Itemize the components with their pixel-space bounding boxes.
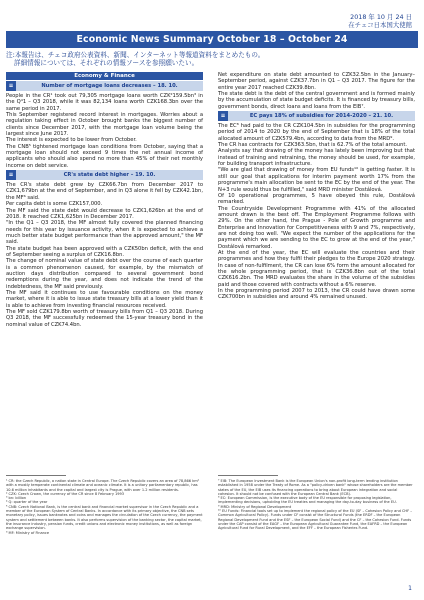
paragraph: The MF said the state debt would decrease to CZK1,626bn at the end of 2018. It reached CZK1,625bn in December 2017. [6,207,203,220]
news-icon: ≡ [218,111,228,121]
footnote: ⁶ MF: Ministry of Finance [6,530,50,535]
paragraph: This September registered record interest in mortgages. Worries about a regulation taking effect in October brought banks the biggest number of clients since December 2017, with the mortgage loan volume being the largest since June 2017. [6,112,203,138]
footnotes-left [6,479,203,535]
footnote: ⁹ MRD: Ministry of Regional Development [218,504,292,509]
paragraph: The EC⁸ had paid to the CR CZK104.5bn in subsidies for the programming period of 2014 to 2020 by the end of September that is 18% of the total allocated amount of CZK579.4bn, according to data from the MRD⁹. [218,123,415,142]
footnote: ³ bn: billion [6,496,26,501]
header-organization: 在チェコ日本国大使館 [348,21,412,29]
paragraph: Of 10 operational programmes, 5 have obeyed this rule, Dostálová remarked. [218,192,415,206]
section-header-ec-subsidies [218,111,415,121]
paragraph: Analysts say that drawing of the money has lately been improving but that instead of training and retraining, the money should be used, for example, for building transport infrastructure. [218,148,415,168]
paragraph: The CR has contracts for CZK363.5bn, that is 62.7% of the total amount. [218,142,408,149]
paragraph: The state debt is the debt of the central government and is formed mainly by the accumulation of state budget deficits. It is financed by treasury bills, government bonds, direct loans and loans from the EIB⁷. [218,91,415,110]
footnote: ⁸ EC: European Commission, is the executive body of the EU responsible for proposing legislation, implementing decisions, upholding the EU treaties and managing the day-to-day business of the EU. [218,496,397,505]
section-title: Number of mortgage loans decreases – 18. 10. [41,82,178,89]
category-header: Economy & Finance [6,72,203,80]
footnote-divider [218,475,278,476]
section-title: CR's state debt higher – 19. 10. [63,171,156,178]
header-date: 2018 年 10 月 24 日 [350,13,412,21]
left-column [6,72,203,328]
paragraph: The CR's state debt grew by CZK66.7bn from December 2017 to CZK1,679bn at the end of September, and in Q3 alone it fell by CZK42.1bn, the MF⁶ said. [6,182,203,201]
note-line-1: 注:本報告は、チェコ政府公表資料、新聞、インターネット等報道資料をまとめたもの。 [6,51,265,59]
paragraph: "We are glad that drawing of money from EU funds¹⁰ is getting faster. It is still our goal that applications for interim payment worth 17% from the programme's main allocation be sent to the EC by the end of the year. The N+3 rule would thus be fulfilled," said MRD minister Dostálová. [218,167,415,193]
page-title: Economic News Summary October 18 – October 24 [6,31,418,48]
footnote-divider [6,475,66,476]
footnote: ⁷ EIB: The European Investment Bank is the European Union's non-profit long-term lending institution established in 1958 under the Treaty of Rome. As a "policy-driven bank" whose shareholders are the member states of the EU, the EIB uses its financing operations to bring about European integration and social cohesion. It should not be confused with the European Central Bank (ECB). [218,479,413,496]
paragraph: People in the CR¹ took out 79,305 mortgage loans worth CZK²159.5bn³ in the Q⁴1 – Q3 2018, while it was 82,134 loans worth CZK168.3bn over the same period in 2017. [6,93,203,112]
paragraph: At the end of the year, the EC will evaluate the countries and their programmes and how they fulfil their pledges to the Europe 2020 strategy. In case of non-fulfilment, the CR can lose 6% form the amount allocated for the whole programming period, that is CZK36.8bn out of the total CZK616.2bn. The MRD evaluates the share in the volume of the subsidies paid and those covered with contracts without a 6% reserve. [218,249,415,288]
paragraph: The change of nominal value of state debt over the course of each quarter is a common phenomenon caused, for example, by the mismatch of auction days distribution compared to several government bond redemptions during the year, and does not indicate the trend of the indebtedness, the MF said previously. [6,258,203,290]
footnote: ¹ CR: the Czech Republic, a nation state in Central Europe. The Czech Republic covers an area of 78,866 km² with a mostly temperate continental climate and oceanic climate. It is a unitary parliamentary republic, has 10.6 million inhabitants and the capital and largest city is Prague, with over 1.2 million residents. [6,479,200,492]
footnote: ¹⁰ EU Funds: Financial tools set up to implement the regional policy of the EU (SF – Cohesion Policy and CHF – Common Agricultural Policy). Funds under CF consist of the Structural Funds (the ERDF – the European Regional Development Fund and the ESF – the European Social Fund) and the CF – the Cohesion Fund. Funds under the CAP consist of the EAGF – the European Agricultural Guarantee Fund, the EAFRD – the European Agricultural Fund for Rural Development, and the EFF – the European Fisheries Fund. [218,509,413,531]
paragraph: Net expenditure on state debt amounted to CZK32.5bn in the January–September period, against CZK37.7bn in Q1 – Q3 2017. The figure for the entire year 2017 reached CZK39.8bn. [218,72,415,91]
news-icon: ≡ [6,81,16,91]
paragraph: The MF said it continues to use favourable conditions on the money market, where it is able to issue state treasury bills at a lower yield than it is able to achieve from investing financial resources received. [6,289,203,309]
section-header-mortgage [6,81,203,91]
right-column [218,72,415,301]
paragraph: The CNB⁵ tightened mortgage loan conditions from October, saying that a mortgage loan should not exceed 9 times the net annual income of applicants who should also spend no more than 45% of their net monthly income on debt service. [6,143,203,169]
page-number: 1 [408,585,412,592]
footnotes-right [218,479,415,531]
paragraph: The MF sold CZK179.8bn worth of treasury bills from Q1 – Q3 2018. During Q3 2018, the MF successfully redeemed the 15-year treasury bond in the nominal value of CZK74.4bn. [6,309,203,328]
note-line-2: 詳細情報については、それぞれの情報ソースを参照願いたい。 [14,59,199,68]
paragraph: Per capita debt is some CZK157,000. [6,201,103,208]
paragraph: In the programming period 2007 to 2013, the CR could have drawn some CZK700bn in subsidies and around 4% remained unused. [218,288,415,301]
footnote: ² CZK: Czech Crown, the currency of the CR since 8 February 1993 [6,491,125,496]
section-title: EC pays 18% of subsidies for 2014-2020 – 21. 10. [249,112,394,119]
news-icon: ≡ [6,170,16,180]
footnote: ⁵ CNB: Czech National Bank, is the central bank and financial market supervisor in the Czech Republic and a member of the European System of Central Banks. In accordance with its primary objective, the CNB sets monetary policy, issues banknotes and coins and manages the circulation of the Czech currency, the payment system and settlement between banks. It also performs supervision of the banking sector, the capital market, the insurance industry, pension funds, credit unions and electronic money institutions, as well as foreign exchange supervision. [6,504,203,531]
paragraph: The interest is expected to be lower from October. [6,137,137,144]
paragraph: The Countryside Development Programme with 41% of the allocated amount drawn is the best off. The Employment Programme follows with 29%. On the other hand, the Prague - Pole of Growth programme and Enterprise and Innovation for Competitiveness with 9 and 7%, respectively, are not doing too well. "We expect the number of the applications for the payment which we are sending to the EC to grow at the end of the year," Dostálová remarked. [218,205,415,250]
disclaimer-note [6,51,416,68]
paragraph: The state budget has been approved with a CZK50bn deficit, with the end of September seeing a surplus of CZK16.8bn. [6,245,203,258]
header-date-block [348,13,412,29]
paragraph: "In the Q1 – Q3 2018, the MF almost fully covered the planned financing needs for this year by issuance activity, when it is expected to achieve a much better state budget performance than the approved amount," the MF said. [6,220,203,246]
footnote: ⁴ Q: quarter of the year [6,500,48,505]
section-header-state-debt [6,170,203,180]
